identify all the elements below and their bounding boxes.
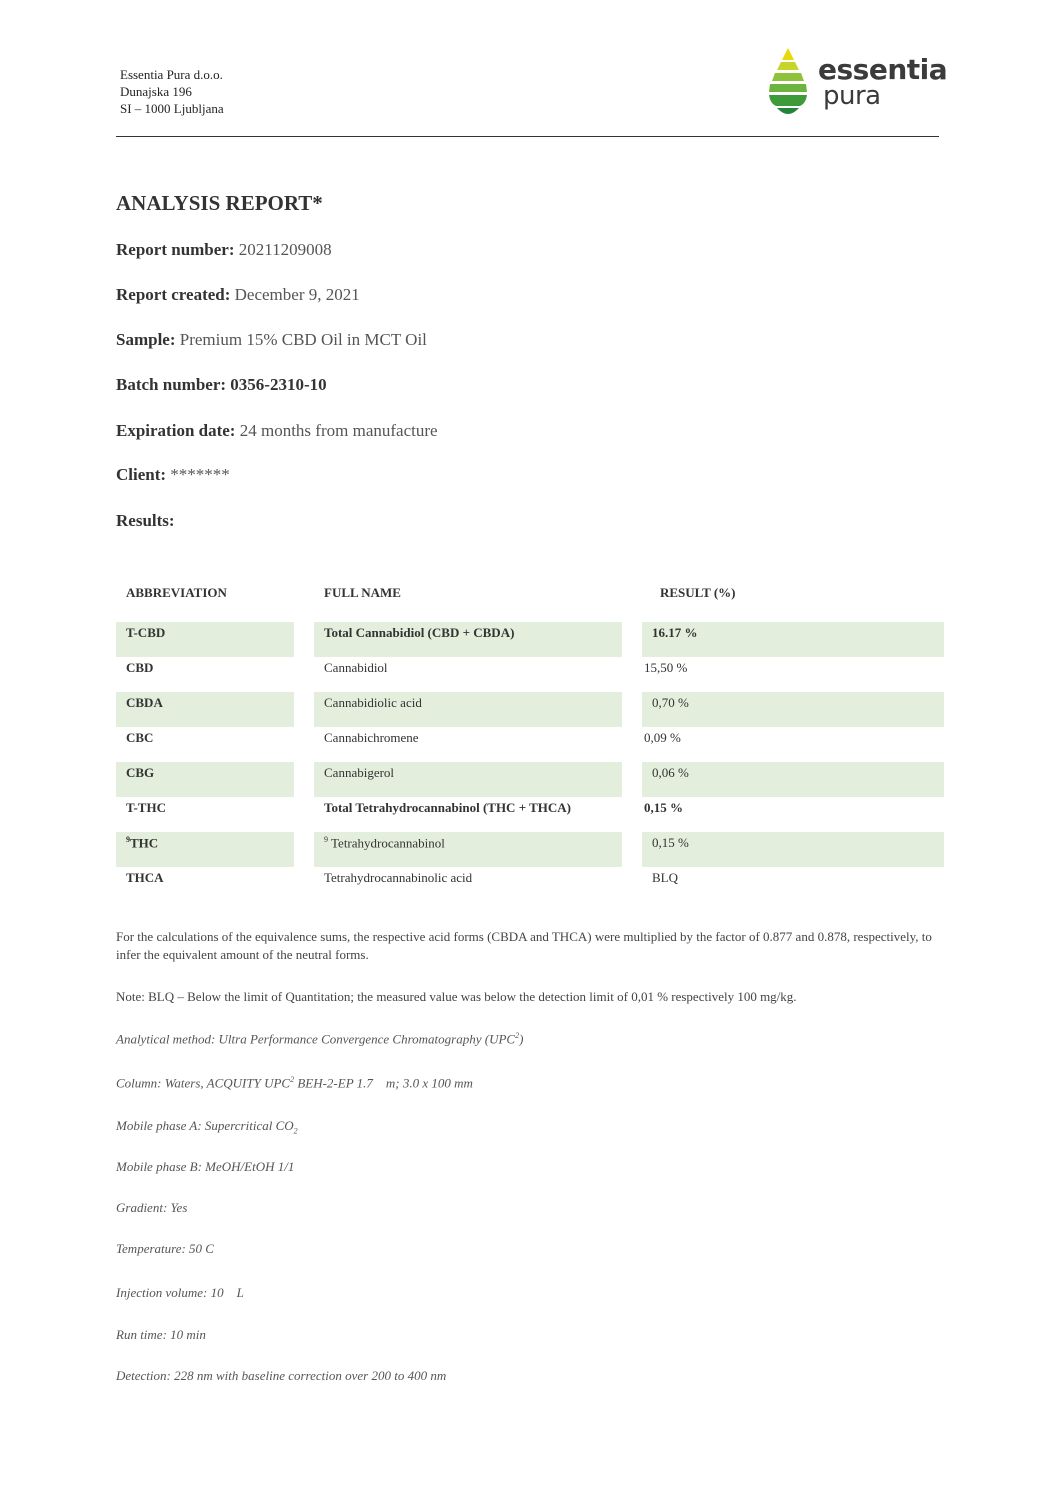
table-row [116,727,944,762]
row-abbreviation: $^9$THC [116,832,294,867]
company-address [120,66,224,117]
table-row [116,797,944,832]
sample-label: Sample: [116,330,176,349]
row-result: 0,06 % [642,762,944,797]
row-full-name: Cannabichromene [324,730,419,745]
blq-note: Note: BLQ – Below the limit of Quantitation; the measured value was below the detection limit of 0,01 % respectively 100 mg/kg. [116,989,797,1004]
expiration-date-label: Expiration date: [116,421,236,440]
header-full-name: FULL NAME [324,585,401,600]
results-label: Results: [116,511,175,530]
row-full-name: $^9$ Tetrahydrocannabinol [314,832,622,867]
row-result: 16.17 % [642,622,944,657]
drop-logo-icon [762,46,814,118]
client-field [116,465,230,485]
header-result: RESULT (%) [660,585,736,600]
table-row [116,657,944,692]
table-header-row [116,576,944,610]
table-row [116,762,944,797]
row-full-name: Cannabigerol [314,762,622,797]
delta-superscript: 9 [324,835,328,844]
row-abbreviation: T-CBD [116,622,294,657]
batch-number-label: Batch number: [116,375,227,394]
temperature: Temperature: 50 C [116,1241,214,1256]
batch-number-field [116,375,327,395]
header-abbreviation: ABBREVIATION [126,585,227,600]
company-street: Dunajska 196 [120,84,192,99]
client-label: Client: [116,465,167,484]
column-spec: Column: Waters, ACQUITY UPC$^2$ BEH-2-EP 1.7 m; 3.0 x 100 mm [116,1075,473,1091]
report-created-label: Report created: [116,285,231,304]
report-created-value: December 9, 2021 [234,285,360,304]
report-number-label: Report number: [116,240,235,259]
analytical-method: Analytical method: Ultra Performance Convergence Chromatography (UPC$^2$) [116,1031,524,1047]
table-row [116,622,944,657]
row-abbreviation: CBDA [116,692,294,727]
row-abbreviation: CBG [116,762,294,797]
row-result: 0,15 % [644,800,683,815]
row-abbreviation: THCA [126,870,164,885]
expiration-date-value: 24 months from manufacture [239,421,438,440]
row-result: 0,15 % [642,832,944,867]
logo-word-essentia: essentia [818,53,948,86]
injection-volume: Injection volume: 10 L [116,1285,244,1300]
batch-number-value: 0356-2310-10 [230,375,327,394]
report-title: ANALYSIS REPORT* [116,191,323,215]
report-number-value: 20211209008 [238,240,332,259]
equivalence-note: For the calculations of the equivalence sums, the respective acid forms (CBDA and THCA) were multiplied by the factor of 0.877 and 0.878, respectively, to infer the equivalent amount of the neutral forms. [116,929,932,962]
report-number-field [116,240,332,260]
header-divider [116,136,939,137]
logo-word-pura: pura [823,81,881,111]
row-abbreviation: T-THC [126,800,166,815]
row-full-name: Total Tetrahydrocannabinol (THC + THCA) [324,800,571,815]
sample-value: Premium 15% CBD Oil in MCT Oil [179,330,427,349]
table-row [116,867,944,902]
gradient: Gradient: Yes [116,1200,188,1215]
sample-field [116,330,427,350]
row-abbreviation: CBC [126,730,154,745]
row-full-name: Tetrahydrocannabinolic acid [324,870,473,885]
client-value: ******* [170,465,230,484]
row-result: 0,09 % [644,730,681,745]
mobile-phase-b: Mobile phase B: MeOH/EtOH 1/1 [116,1159,295,1174]
row-result: BLQ [652,870,678,885]
results-heading [116,511,175,531]
row-abbreviation: CBD [126,660,154,675]
expiration-date-field [116,421,438,441]
row-full-name: Cannabidiol [324,660,388,675]
row-full-name: Cannabidiolic acid [314,692,622,727]
table-row [116,692,944,727]
essentia-pura-logo [762,46,948,118]
row-full-name: Total Cannabidiol (CBD + CBDA) [314,622,622,657]
results-table [116,576,944,902]
mobile-phase-a: Mobile phase A: Supercritical $CO_2$ [116,1118,298,1136]
company-city: SI – 1000 Ljubljana [120,101,224,116]
detection: Detection: 228 nm with baseline correction over 200 to 400 nm [116,1368,447,1383]
company-name: Essentia Pura d.o.o. [120,67,223,82]
table-row [116,832,944,867]
run-time: Run time: 10 min [116,1327,206,1342]
row-result: 15,50 % [644,660,688,675]
report-created-field [116,285,360,305]
row-result: 0,70 % [642,692,944,727]
delta-superscript: 9 [126,835,130,844]
